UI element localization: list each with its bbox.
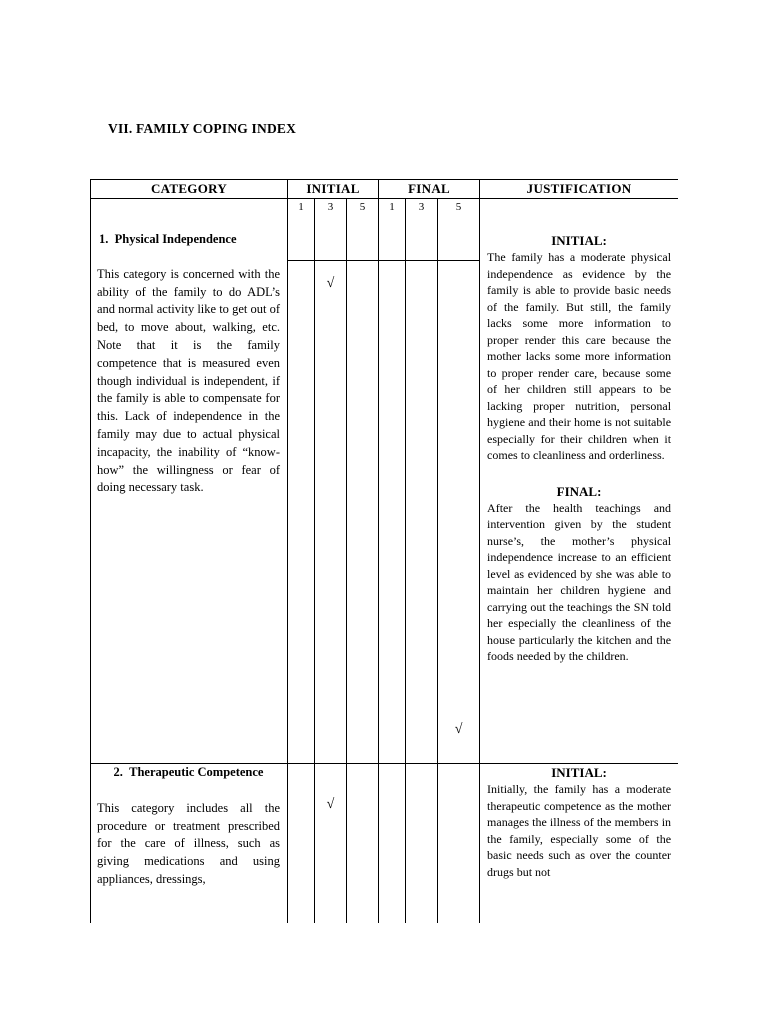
score-label-final-5: 5: [438, 199, 480, 261]
justification-cell: [480, 199, 678, 764]
category-heading: 1. Physical Independence: [99, 232, 237, 246]
initial-score-3-cell: [315, 764, 347, 924]
score-label-final-3: 3: [406, 199, 438, 261]
coping-index-table: [90, 179, 678, 923]
score-label-initial-3: 3: [315, 199, 347, 261]
coping-index-table-frame: [90, 179, 678, 923]
header-category: CATEGORY: [91, 180, 288, 199]
category-heading: 2. Therapeutic Competence: [113, 765, 264, 779]
initial-justification: The family has a moderate physical independence as evidence by the family is able to provide basic needs of the family. But still, the family lacks some more information to proper render this care because the mother lacks some more information to proper render care, because some of her children still appears to be lacking proper nutrition, personal hygiene and their home is not suitable especially for their children when it comes to cleanliness and orderliness.: [487, 250, 672, 462]
justification-cell: [480, 764, 678, 924]
table-row: [91, 764, 679, 924]
page-title: VII. FAMILY COPING INDEX: [108, 121, 297, 136]
check-mark: √: [454, 722, 463, 737]
category-cell: [91, 764, 288, 924]
category-description: This category includes all the procedure or treatment prescribed for the care of illness, such as giving medications and using appliances, dressings,: [97, 800, 280, 886]
header-justification: JUSTIFICATION: [480, 180, 678, 199]
category-description: This category is concerned with the ability of the family to do ADL’s and normal activity like to get out of bed, to move about, walking, etc. Note that it is the family competence that is measured even though individual is independent, if the family is able to compensate for this. Lack of independence in the family may due to actual physical incapacity, the inability of “know-how” the willingness or fear of doing necessary task.: [97, 266, 280, 495]
table-row: [91, 199, 679, 261]
initial-justification: Initially, the family has a moderate therapeutic competence as the mother manages the illness of the members in the family, especially some of the basic needs such as over the counter drugs but not: [487, 782, 672, 879]
initial-score-3-cell: [315, 261, 347, 764]
header-row: [91, 180, 679, 199]
final-score-5-cell: [438, 261, 480, 764]
check-mark: √: [326, 797, 335, 812]
score-label-initial-1: 1: [288, 199, 315, 261]
score-label-initial-5: 5: [347, 199, 379, 261]
score-label-final-1: 1: [379, 199, 406, 261]
final-label: FINAL:: [556, 483, 602, 499]
header-final: FINAL: [379, 180, 480, 199]
check-mark: √: [326, 276, 335, 291]
category-cell: [91, 199, 288, 764]
initial-label: INITIAL:: [551, 765, 607, 780]
final-justification: After the health teachings and intervention given by the student nurse’s, the mother’s physical independence increase to an efficient level as evidenced by she was able to maintain her children hygiene and carrying out the teachings the SN told her especially the cleanliness of the house particularly the kitchen and the foods needed by the children.: [487, 500, 672, 663]
initial-label: INITIAL:: [551, 233, 607, 248]
header-initial: INITIAL: [288, 180, 379, 199]
